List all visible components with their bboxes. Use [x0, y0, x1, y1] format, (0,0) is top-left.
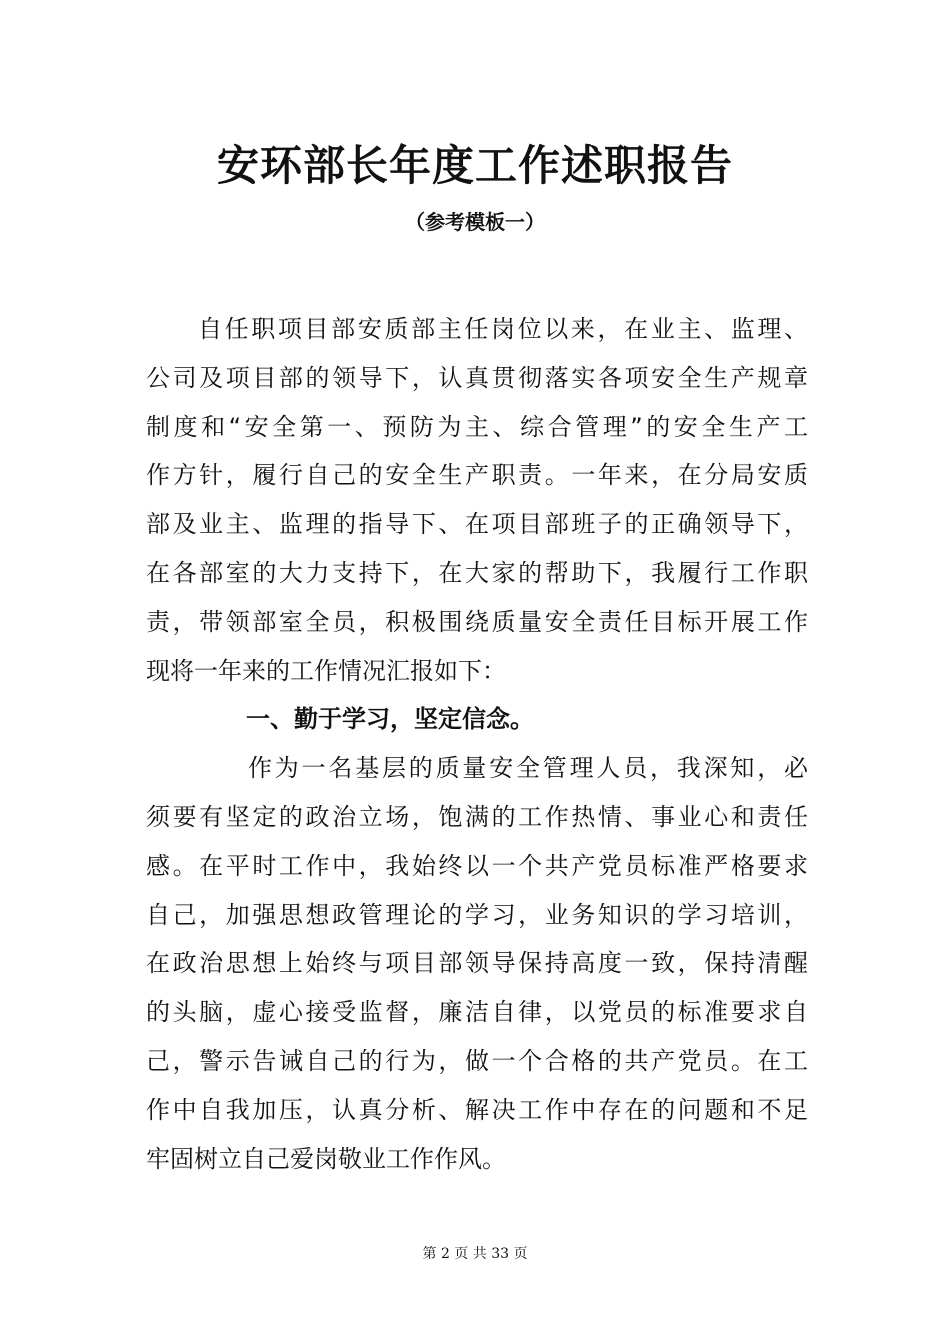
paragraph-line: 自任职项目部安质部主任岗位以来，在业主、监理、 — [198, 315, 808, 343]
paragraph-line: 感。在平时工作中，我始终以一个共产党员标准严格要求 — [146, 851, 808, 880]
paragraph-line: 责，带领部室全员，积极围绕质量安全责任目标开展工作 — [146, 607, 808, 636]
document-body — [146, 305, 808, 1183]
document-subtitle: （参考模板一） — [405, 210, 545, 234]
paragraph-line: 牢固树立自己爱岗敬业工作作风。 — [146, 1144, 506, 1173]
paragraph-line: 现将一年来的工作情况汇报如下： — [146, 656, 506, 685]
paragraph-line: 自己，加强思想政管理论的学习，业务知识的学习培训， — [146, 900, 808, 929]
document-title: 安环部长年度工作述职报告 — [216, 141, 733, 190]
section-heading: 一、勤于学习，坚定信念。 — [246, 705, 534, 734]
paragraph-line: 作中自我加压，认真分析、解决工作中存在的问题和不足 — [146, 1095, 808, 1124]
page-number-footer: 第 2 页 共 33 页 — [422, 1246, 528, 1262]
paragraph-line: 在各部室的大力支持下，在大家的帮助下，我履行工作职 — [146, 558, 808, 587]
paragraph-line: 作方针，履行自己的安全生产职责。一年来，在分局安质 — [146, 461, 808, 490]
paragraph-line: 己，警示告诫自己的行为，做一个合格的共产党员。在工 — [146, 1046, 808, 1075]
paragraph-line: 公司及项目部的领导下，认真贯彻落实各项安全生产规章 — [146, 363, 808, 392]
paragraph-line: 部及业主、监理的指导下、在项目部班子的正确领导下， — [146, 510, 808, 539]
paragraph-line: 的头脑，虚心接受监督，廉洁自律，以党员的标准要求自 — [146, 998, 808, 1027]
paragraph-line: 制度和“安全第一、预防为主、综合管理”的安全生产工 — [146, 412, 808, 441]
paragraph-line: 须要有坚定的政治立场，饱满的工作热情、事业心和责任 — [146, 802, 808, 831]
paragraph-line: 作为一名基层的质量安全管理人员，我深知，必 — [248, 754, 808, 783]
paragraph-line: 在政治思想上始终与项目部领导保持高度一致，保持清醒 — [146, 949, 808, 978]
